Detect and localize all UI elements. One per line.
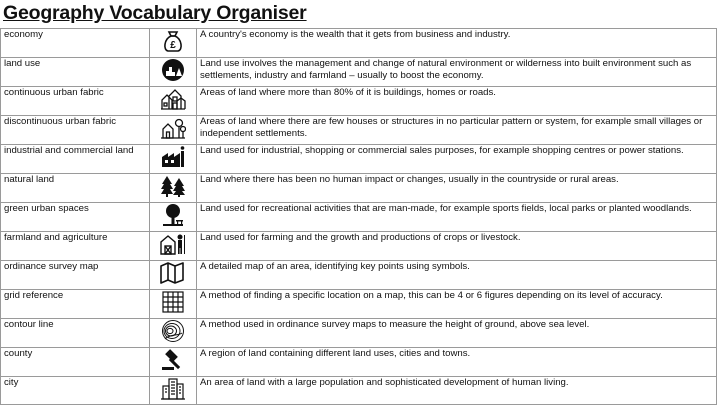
table-row [1,290,717,319]
table-row [1,261,717,290]
table-row [1,377,717,405]
term-cell: ordinance survey map [1,261,150,290]
term-cell: county [1,348,150,377]
house-trees-icon [150,116,197,145]
table-row [1,319,717,348]
term-cell: green urban spaces [1,203,150,232]
term-cell: natural land [1,174,150,203]
pine-trees-icon [150,174,197,203]
table-row [1,116,717,145]
gavel-icon [150,348,197,377]
term-cell: discontinuous urban fabric [1,116,150,145]
definition-cell: An area of land with a large population and sophisticated development of human living. [197,377,717,405]
definition-cell: Areas of land where there are few houses or structures in no particular pattern or system, for example small villages or independent settlements. [197,116,717,145]
definition-cell: A country's economy is the wealth that it gets from business and industry. [197,29,717,58]
farmer-barn-icon [150,232,197,261]
term-cell: grid reference [1,290,150,319]
vocabulary-table [0,28,717,405]
definition-cell: A detailed map of an area, identifying key points using symbols. [197,261,717,290]
definition-cell: Land where there has been no human impact or changes, usually in the countryside or rural areas. [197,174,717,203]
contour-icon [150,319,197,348]
table-row [1,174,717,203]
term-cell: economy [1,29,150,58]
term-cell: city [1,377,150,405]
money-bag-icon [150,29,197,58]
definition-cell: A method used in ordinance survey maps to measure the height of ground, above sea level. [197,319,717,348]
term-cell: continuous urban fabric [1,87,150,116]
houses-icon [150,87,197,116]
table-row [1,58,717,87]
definition-cell: Land used for farming and the growth and productions of crops or livestock. [197,232,717,261]
land-change-icon [150,58,197,87]
grid-icon [150,290,197,319]
definition-cell: Land used for industrial, shopping or commercial sales purposes, for example shopping centres or power stations. [197,145,717,174]
definition-cell: Land used for recreational activities that are man-made, for example sports fields, local parks or planted woodlands. [197,203,717,232]
table-row [1,29,717,58]
page-title: Geography Vocabulary Organiser [3,2,307,24]
factory-icon [150,145,197,174]
term-cell: land use [1,58,150,87]
table-row [1,348,717,377]
table-row [1,232,717,261]
definition-cell: A method of finding a specific location on a map, this can be 4 or 6 figures depending on its level of accuracy. [197,290,717,319]
folded-map-icon [150,261,197,290]
park-tree-icon [150,203,197,232]
table-row [1,87,717,116]
definition-cell: Land use involves the management and change of natural environment or wilderness into built environment such as settlements, industry and farmland – usually to boost the economy. [197,58,717,87]
table-row [1,203,717,232]
table-row [1,145,717,174]
term-cell: industrial and commercial land [1,145,150,174]
svg-text:£: £ [170,40,176,51]
term-cell: contour line [1,319,150,348]
term-cell: farmland and agriculture [1,232,150,261]
city-buildings-icon [150,377,197,405]
definition-cell: A region of land containing different land uses, cities and towns. [197,348,717,377]
definition-cell: Areas of land where more than 80% of it is buildings, homes or roads. [197,87,717,116]
